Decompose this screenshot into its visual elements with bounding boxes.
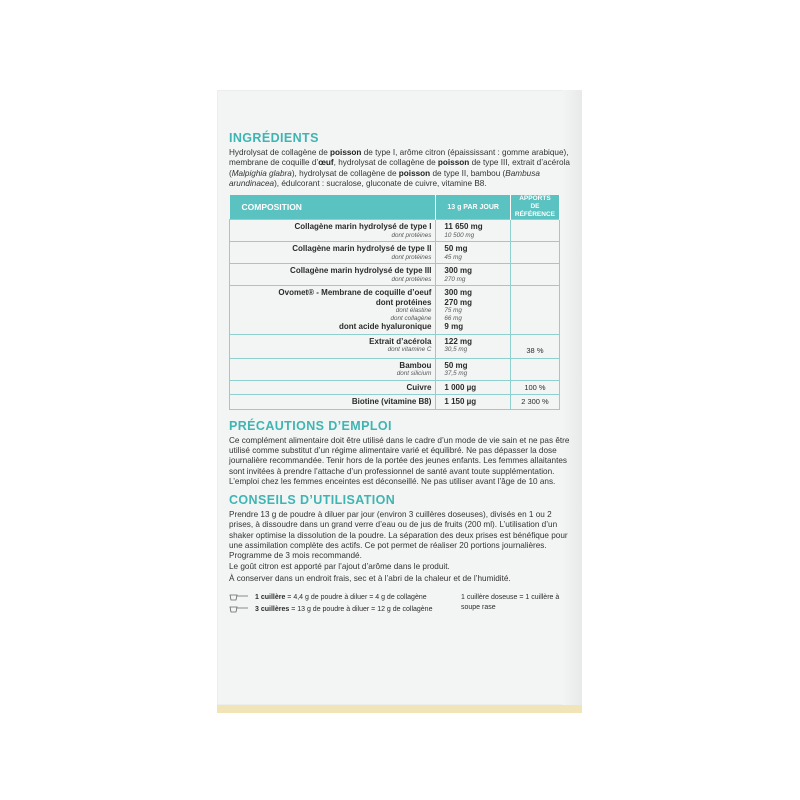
ingredients-fragment: , hydrolysat de collagène de [333, 158, 438, 168]
usage-title: CONSEILS D’UTILISATION [229, 493, 396, 508]
ingredients-fragment: œuf [318, 158, 334, 168]
table-row [230, 395, 560, 410]
reference-cell [510, 286, 559, 335]
dose-value: 30,5 mg [444, 346, 468, 354]
nutrient-line: dont silicium [396, 370, 432, 378]
ingredients-fragment: poisson [330, 148, 362, 157]
nutrient-cell [230, 395, 436, 410]
spoon-icon [229, 594, 249, 602]
taste-text: Le goût citron est apporté par l’ajout d’arôme dans le produit. [229, 561, 450, 571]
ingredients-fragment: ), édulcorant : sucralose, gluconate de cuivre, vitamine B8. [274, 178, 487, 188]
ingredients-fragment: Hydrolysat de collagène de [229, 148, 331, 157]
ingredients-fragment: de type II, bambou ( [430, 168, 506, 178]
dose-cell [436, 264, 510, 286]
table-row [230, 358, 560, 380]
dose-cell [436, 395, 510, 410]
spoon-three-label: 3 cuillères [255, 606, 290, 614]
header-composition: COMPOSITION [230, 195, 436, 220]
nutrient-line: Bambou [399, 360, 432, 370]
reference-value [515, 337, 555, 347]
reference-value: 38 % [526, 346, 544, 356]
dose-cell [436, 220, 510, 242]
nutrient-cell [230, 358, 436, 380]
ingredients-text [229, 148, 572, 189]
nutrient-cell [230, 380, 436, 395]
nutrient-line: Biotine (vitamine B8) [351, 397, 432, 407]
table-row [230, 334, 560, 358]
spoon-note: 1 cuillère doseuse = 1 cuillère à soupe rase [461, 594, 560, 612]
nutrient-line: dont acide hyaluronique [338, 322, 432, 332]
table-row [230, 264, 560, 286]
header-dose: 13 g PAR JOUR [436, 195, 510, 220]
dose-value: 75 mg [444, 307, 462, 315]
spoon-guide [229, 592, 572, 616]
dose-value: 66 mg [444, 314, 462, 322]
nutrient-line: dont protéines [391, 253, 432, 261]
dose-cell [436, 334, 510, 358]
ingredients-fragment: de type I, arôme citron (épaississant : gomme arabique), membrane de coquille d’ [229, 148, 569, 168]
label-content [229, 131, 572, 616]
ingredients-fragment: Bambusa arundinacea [229, 168, 540, 188]
spoon-one-desc: = 4,4 g de poudre à diluer = 4 g de collagène [285, 594, 427, 602]
dose-cell [436, 358, 510, 380]
nutrient-cell [230, 242, 436, 264]
reference-cell [510, 334, 559, 358]
nutrient-line: dont protéines [391, 231, 432, 239]
dose-value: 122 mg [444, 336, 472, 346]
dose-value: 300 mg [444, 266, 472, 276]
reference-cell [510, 220, 559, 242]
dose-value: 270 mg [444, 297, 472, 307]
ingredients-title: INGRÉDIENTS [229, 131, 319, 145]
storage-text: À conserver dans un endroit frais, sec et à l’abri de la chaleur et de l’humidité. [229, 573, 511, 583]
ingredients-fragment: poisson [437, 158, 470, 168]
nutrient-line: Collagène marin hydrolysé de type I [294, 222, 432, 232]
nutrient-line: Collagène marin hydrolysé de type II [292, 244, 432, 254]
nutrient-line: dont protéines [391, 275, 432, 283]
table-row [230, 242, 560, 264]
dose-value: 1 150 µg [444, 397, 477, 407]
reference-cell [510, 264, 559, 286]
spoon-three-desc: = 13 g de poudre à diluer = 12 g de collagène [289, 606, 433, 614]
nutrient-cell [230, 334, 436, 358]
composition-table [229, 195, 560, 410]
dose-value: 11 650 mg [444, 222, 483, 232]
nutrient-line: dont élastine [395, 307, 432, 315]
reference-cell [510, 380, 559, 395]
header-reference: APPORTS DE RÉFÉRENCE [510, 195, 559, 220]
table-row [230, 220, 560, 242]
nutrient-line: Collagène marin hydrolysé de type III [290, 266, 432, 276]
reference-cell [510, 395, 559, 410]
nutrient-cell [230, 264, 436, 286]
nutrient-line: dont protéines [375, 297, 432, 307]
dose-cell [436, 286, 510, 335]
reference-value: 2 300 % [521, 397, 549, 407]
spoon-three-row [229, 604, 461, 616]
ingredients-fragment: Malpighia glabra [231, 168, 292, 178]
box-bottom-band [217, 705, 582, 713]
precautions-title: PRÉCAUTIONS D’EMPLOI [229, 418, 392, 433]
nutrient-line: Extrait d’acérola [369, 336, 432, 346]
dose-value: 10 500 mg [444, 231, 475, 239]
ingredients-fragment: poisson [398, 168, 431, 178]
nutrient-line: Cuivre [406, 382, 432, 392]
spoon-one-row [229, 592, 461, 604]
nutrient-line: dont vitamine C [387, 346, 432, 354]
dose-value: 1 000 µg [444, 382, 477, 392]
dose-value: 270 mg [444, 275, 466, 283]
table-row [230, 286, 560, 335]
dose-value: 50 mg [444, 244, 468, 254]
dose-value: 9 mg [444, 322, 464, 332]
ingredients-fragment: de type III, extrait d’acérola ( [229, 158, 570, 178]
dose-value: 37,5 mg [444, 370, 468, 378]
spoon-one-label: 1 cuillère [255, 594, 286, 602]
reference-value: 100 % [524, 382, 546, 392]
nutrient-cell [230, 286, 436, 335]
dose-cell [436, 380, 510, 395]
reference-cell [510, 358, 559, 380]
usage-text: Prendre 13 g de poudre à diluer par jour (environ 3 cuillères doseuses), divisés en 1 ou 2 prises, à dissoudre dans un grand verre d’eau ou de jus de fruits (200 ml). L’utilisation d’un shaker optimise la dissolution de la poudre. La séparation des deux prises est bénéfique pour une assimilation complète des actifs. Ce pot permet de réaliser 20 portions journalières. Programme de 3 mois recommandé. [229, 510, 568, 561]
nutrient-cell [230, 220, 436, 242]
nutrient-line: dont collagène [390, 314, 432, 322]
table-row [230, 380, 560, 395]
dose-value: 45 mg [444, 253, 462, 261]
dose-value: 300 mg [444, 288, 472, 298]
nutrient-line: Ovomet® - Membrane de coquille d’oeuf [278, 288, 432, 298]
ingredients-fragment: ), hydrolysat de collagène de [291, 168, 399, 178]
precautions-text: Ce complément alimentaire doit être utilisé dans le cadre d’un mode de vie sain et ne pas être utilisé comme substitut d’un régime alimentaire varié et équilibré. Ne pas dépasser la dose journalière recommandée. Tenir hors de la portée des jeunes enfants. Les femmes allaitantes sont invitées à prendre l’attache d’un professionnel de santé avant toute supplémentation. L’emploi chez les femmes enceintes est déconseillé. Ne pas utiliser avant l’âge de 10 ans. [229, 435, 570, 486]
reference-cell [510, 242, 559, 264]
spoon-icon [229, 606, 249, 614]
dose-value: 50 mg [444, 360, 468, 370]
dose-cell [436, 242, 510, 264]
